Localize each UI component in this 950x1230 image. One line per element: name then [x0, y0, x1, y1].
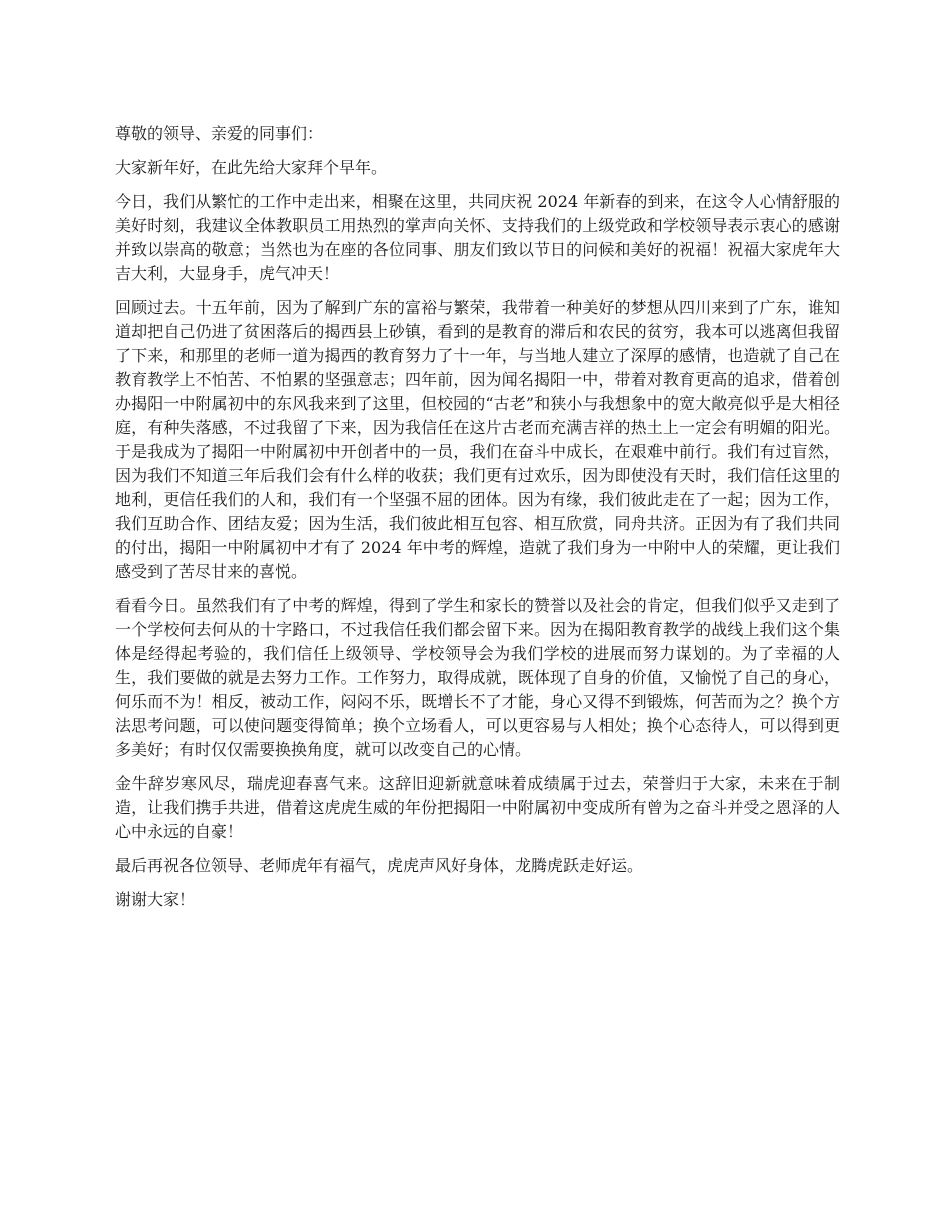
paragraph-final-wishes: 最后再祝各位领导、老师虎年有福气，虎虎声风好身体，龙腾虎跃走好运。	[115, 856, 644, 875]
paragraph-review-past: 回顾过去。十五年前，因为了解到广东的富裕与繁荣，我带着一种美好的梦想从四川来到了广东，谁知道却把自己仍进了贫困落后的揭西县上砂镇，看到的是教育的滞后和农民的贫穷，我本可以逃离但我留了下来，和那里的老师一道为揭西的教育努力了十一年，与当地人建立了深厚的感情，也造就了自己在教育教学上不怕苦、不怕累的坚强意志；四年前，因为闻名揭阳一中，带着对教育更高的追求，借着创办揭阳一中附属初中的东风我来到了这里，但校园的“古老”和狭小与我想象中的宽大敞亮似乎是大相径庭，有种失落感，不过我留了下来，因为我信任在这片古老而充满吉祥的热土上一定会有明媚的阳光。于是我成为了揭阳一中附属初中开创者中的一员，我们在奋斗中成长，在艰难中前行。我们有过盲然，因为我们不知道三年后我们会有什么样的收获；我们更有过欢乐，因为即使没有天时，我们信任这里的地利，更信任我们的人和，我们有一个坚强不屈的团体。因为有缘，我们彼此走在了一起；因为工作，我们互助合作、团结友爱；因为生活，我们彼此相互包容、相互欣赏，同舟共济。正因为有了我们共同的付出，揭阳一中附属初中才有了 2024 年中考的辉煌，造就了我们身为一中附中人的荣耀，更让我们感受到了苦尽甘来的喜悦。	[115, 298, 840, 581]
speech-document	[115, 122, 840, 922]
salutation: 尊敬的领导、亲爱的同事们：	[115, 124, 324, 143]
paragraph-new-year: 金牛辞岁寒风尽，瑞虎迎春喜气来。这辞旧迎新就意味着成绩属于过去，荣誉归于大家，未来在于制造，让我们携手共进，借着这虎虎生威的年份把揭阳一中附属初中变成所有曾为之奋斗并受之恩泽的人心中永远的自豪！	[115, 774, 840, 841]
closing: 谢谢大家！	[115, 890, 196, 909]
paragraph-look-today: 看看今日。虽然我们有了中考的辉煌，得到了学生和家长的赞誉以及社会的肯定，但我们似乎又走到了一个学校何去何从的十字路口，不过我信任我们都会留下来。因为在揭阳教育教学的战线上我们这个集体是经得起考验的，我们信任上级领导、学校领导会为我们学校的进展而努力谋划的。为了幸福的人生，我们要做的就是去努力工作。工作努力，取得成就，既体现了自身的价值，又愉悦了自己的身心，何乐而不为！相反，被动工作，闷闷不乐，既增长不了才能，身心又得不到锻炼，何苦而为之？换个方法思考问题，可以使问题变得简单；换个立场看人，可以更容易与人相处；换个心态待人，可以得到更多美好；有时仅仅需要换换角度，就可以改变自己的心情。	[115, 596, 840, 759]
greeting: 大家新年好，在此先给大家拜个早年。	[115, 158, 388, 177]
paragraph-opening: 今日，我们从繁忙的工作中走出来，相聚在这里，共同庆祝 2024 年新春的到来，在这令人心情舒服的美好时刻，我建议全体教职员工用热烈的掌声向关怀、支持我们的上级党政和学校领导表示衷心的感谢并致以崇高的敬意；当然也为在座的各位同事、朋友们致以节日的问候和美好的祝福！祝福大家虎年大吉大利，大显身手，虎气冲天！	[115, 192, 840, 283]
